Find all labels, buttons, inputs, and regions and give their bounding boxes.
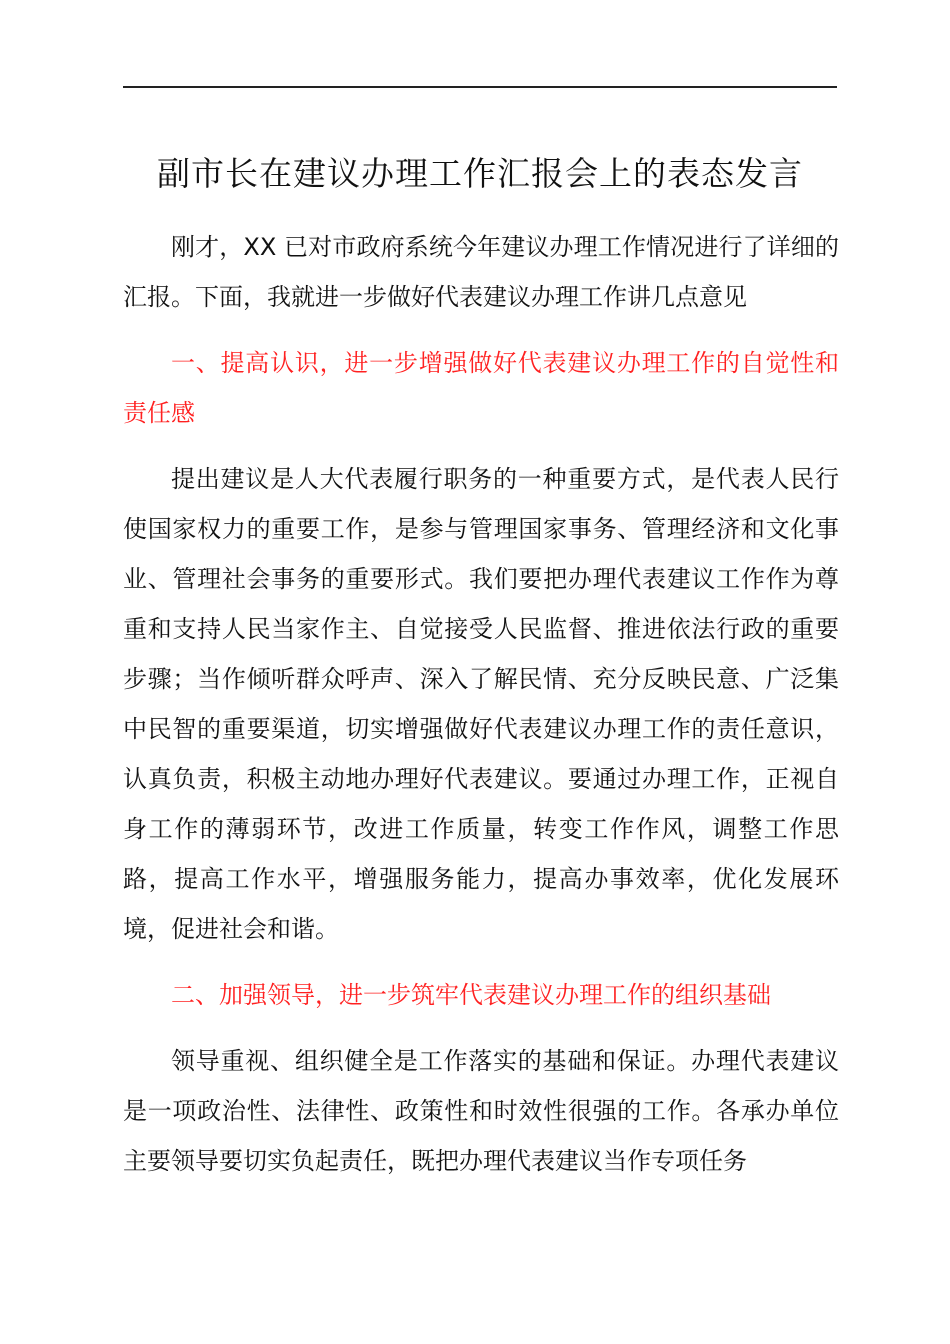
- document-body: [123, 222, 839, 1186]
- section-body-2: 领导重视、组织健全是工作落实的基础和保证。办理代表建议是一项政治性、法律性、政策性和时效性很强的工作。各承办单位主要领导要切实负起责任，既把办理代表建议当作专项任务: [123, 1047, 839, 1175]
- document-title: 副市长在建议办理工作汇报会上的表态发言: [157, 154, 803, 193]
- section-heading-1: 一、提高认识，进一步增强做好代表建议办理工作的自觉性和责任感: [123, 349, 839, 427]
- section-heading-2: 二、加强领导，进一步筑牢代表建议办理工作的组织基础: [171, 981, 771, 1009]
- section-body-1: 提出建议是人大代表履行职务的一种重要方式，是代表人民行使国家权力的重要工作，是参与管理国家事务、管理经济和文化事业、管理社会事务的重要形式。我们要把办理代表建议工作作为尊重和支持人民当家作主、自觉接受人民监督、推进依法行政的重要步骤；当作倾听群众呼声、深入了解民情、充分反映民意、广泛集中民智的重要渠道，切实增强做好代表建议办理工作的责任意识，认真负责，积极主动地办理好代表建议。要通过办理工作，正视自身工作的薄弱环节，改进工作质量，转变工作作风，调整工作思路，提高工作水平，增强服务能力，提高办事效率，优化发展环境，促进社会和谐。: [123, 465, 839, 943]
- intro-paragraph: 刚才，XX 已对市政府系统今年建议办理工作情况进行了详细的汇报。下面，我就进一步做好代表建议办理工作讲几点意见: [123, 233, 839, 311]
- header-rule: [123, 86, 837, 88]
